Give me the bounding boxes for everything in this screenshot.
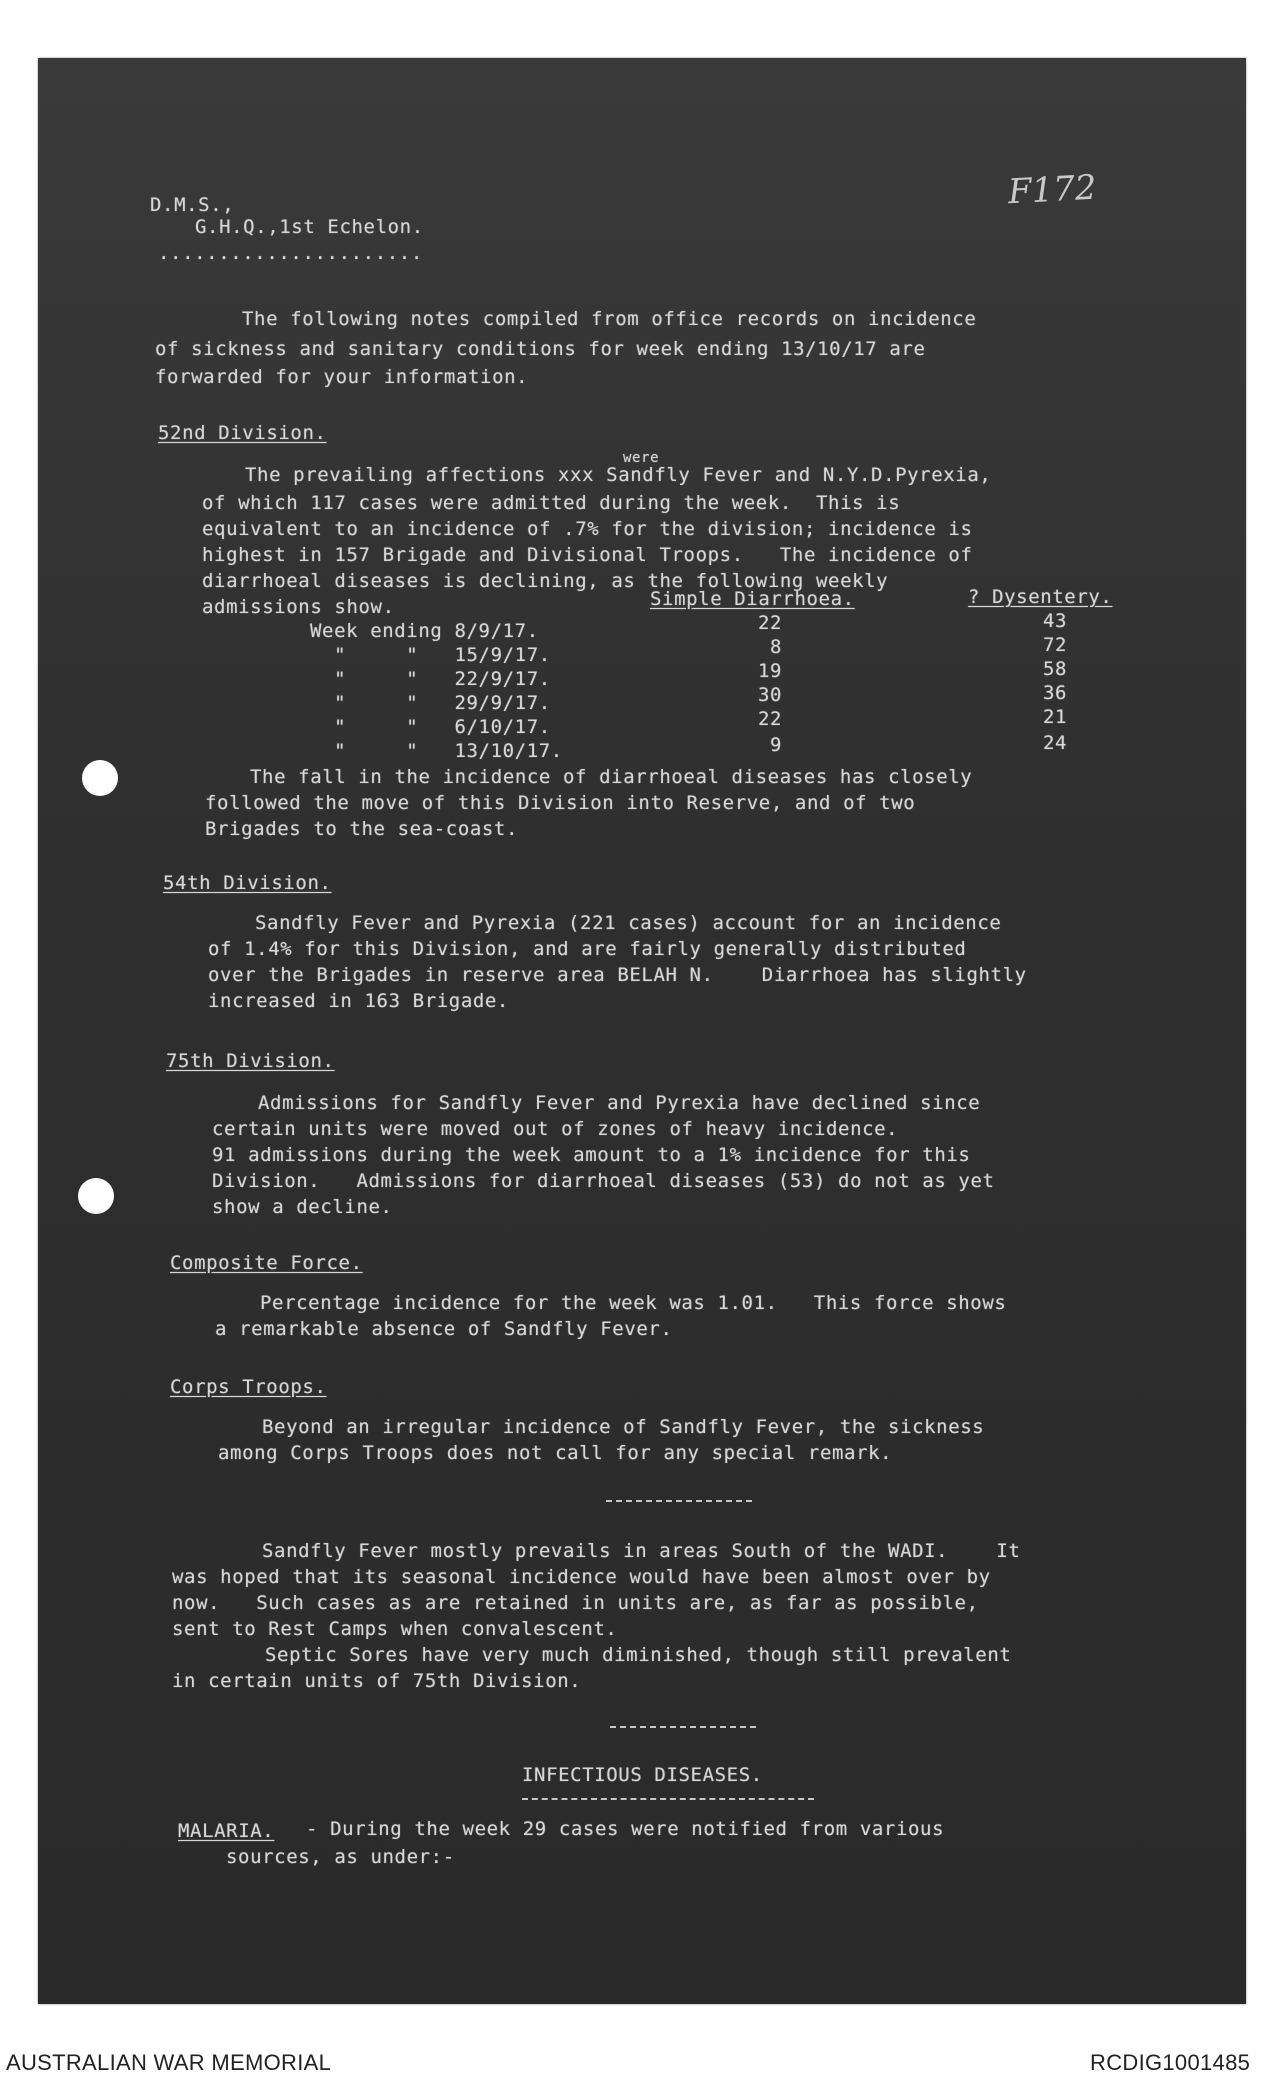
table-cell-dysentery: 58 [1043, 658, 1068, 680]
general-line-6: in certain units of 75th Division. [172, 1670, 582, 1692]
addressee-line-1: D.M.S., [150, 194, 235, 216]
table-cell-diarrhoea: 22 [758, 708, 783, 730]
punch-hole-lower [78, 1178, 114, 1214]
div52-line-1: The prevailing affections xxx Sandfly Fever and N.Y.D.Pyrexia, [245, 464, 992, 486]
table-cell-diarrhoea: 8 [770, 636, 783, 658]
footer-record-id: RCDIG1001485 [1090, 2050, 1251, 2075]
table-cell-dysentery: 24 [1043, 732, 1068, 754]
div54-line-2: of 1.4% for this Division, and are fairly generally distributed [208, 938, 967, 960]
corps-heading: Corps Troops. [170, 1376, 327, 1398]
intro-line-2: of sickness and sanitary conditions for week ending 13/10/17 are [155, 338, 926, 360]
div52-line-3: equivalent to an incidence of .7% for the division; incidence is [202, 518, 973, 540]
table-cell-dysentery: 36 [1043, 682, 1068, 704]
div54-line-4: increased in 163 Brigade. [208, 990, 509, 1012]
div52-heading: 52nd Division. [158, 422, 327, 444]
malaria-line-2: sources, as under:- [226, 1846, 455, 1868]
div75-heading: 75th Division. [166, 1050, 335, 1072]
div54-line-3: over the Brigades in reserve area BELAH N. Diarrhoea has slightly [208, 964, 1027, 986]
table-cell-dysentery: 72 [1043, 634, 1068, 656]
table-header-dysentery: ? Dysentery. [968, 586, 1113, 608]
intro-line-1: The following notes compiled from office records on incidence [242, 308, 977, 330]
malaria-label: MALARIA. [178, 1820, 275, 1842]
table-cell-dysentery: 43 [1043, 610, 1068, 632]
general-line-3: now. Such cases as are retained in units are, as far as possible, [172, 1592, 979, 1614]
addressee-line-2: G.H.Q.,1st Echelon. [195, 216, 424, 238]
punch-hole-upper [82, 760, 118, 796]
table-row-label: " " 29/9/17. [310, 692, 551, 714]
general-line-4: sent to Rest Camps when convalescent. [172, 1618, 618, 1640]
div52-line-4: highest in 157 Brigade and Divisional Troops. The incidence of [202, 544, 973, 566]
div54-line-1: Sandfly Fever and Pyrexia (221 cases) account for an incidence [255, 912, 1002, 934]
corps-line-1: Beyond an irregular incidence of Sandfly Fever, the sickness [262, 1416, 985, 1438]
div75-line-4: Division. Admissions for diarrhoeal diseases (53) do not as yet [212, 1170, 995, 1192]
infectious-heading-rule [522, 1798, 814, 1800]
div52-after-3: Brigades to the sea-coast. [205, 818, 519, 840]
general-line-1: Sandfly Fever mostly prevails in areas South of the WADI. It [262, 1540, 1021, 1562]
table-cell-diarrhoea: 30 [758, 684, 783, 706]
table-row-label: " " 22/9/17. [310, 668, 551, 690]
table-cell-diarrhoea: 9 [770, 734, 783, 756]
div52-line-5: diarrhoeal diseases is declining, as the following weekly [202, 570, 889, 592]
section-divider [606, 1500, 752, 1502]
general-line-2: was hoped that its seasonal incidence would have been almost over by [172, 1566, 991, 1588]
table-cell-diarrhoea: 22 [758, 612, 783, 634]
footer-archive-name: AUSTRALIAN WAR MEMORIAL [6, 2050, 332, 2075]
table-cell-diarrhoea: 19 [758, 660, 783, 682]
corps-line-2: among Corps Troops does not call for any special remark. [218, 1442, 893, 1464]
table-row-label: Week ending 8/9/17. [310, 620, 539, 642]
table-row-label: " " 6/10/17. [310, 716, 551, 738]
header-dots: ...................... [158, 242, 423, 264]
general-line-5: Septic Sores have very much diminished, though still prevalent [265, 1644, 1012, 1666]
composite-line-2: a remarkable absence of Sandfly Fever. [215, 1318, 673, 1340]
section-divider [610, 1726, 756, 1728]
table-row-label: " " 15/9/17. [310, 644, 551, 666]
table-header-diarrhoea: Simple Diarrhoea. [650, 588, 855, 610]
div52-line-2: of which 117 cases were admitted during the week. This is [202, 492, 901, 514]
infectious-heading: INFECTIOUS DISEASES. [522, 1764, 763, 1786]
folio-number: F172 [1007, 167, 1098, 213]
div75-line-3: 91 admissions during the week amount to a 1% incidence for this [212, 1144, 971, 1166]
div52-insertion: were [623, 450, 660, 466]
composite-heading: Composite Force. [170, 1252, 363, 1274]
div75-line-2: certain units were moved out of zones of heavy incidence. [212, 1118, 899, 1140]
div52-line-6: admissions show. [202, 596, 395, 618]
malaria-line-1: - During the week 29 cases were notified from various [294, 1818, 945, 1840]
div75-line-5: show a decline. [212, 1196, 393, 1218]
div52-after-2: followed the move of this Division into Reserve, and of two [205, 792, 916, 814]
table-row-label: " " 13/10/17. [310, 740, 563, 762]
div54-heading: 54th Division. [163, 872, 332, 894]
intro-line-3: forwarded for your information. [155, 366, 529, 388]
composite-line-1: Percentage incidence for the week was 1.01. This force shows [260, 1292, 1007, 1314]
table-cell-dysentery: 21 [1043, 706, 1068, 728]
div75-line-1: Admissions for Sandfly Fever and Pyrexia have declined since [258, 1092, 981, 1114]
div52-after-1: The fall in the incidence of diarrhoeal diseases has closely [250, 766, 973, 788]
